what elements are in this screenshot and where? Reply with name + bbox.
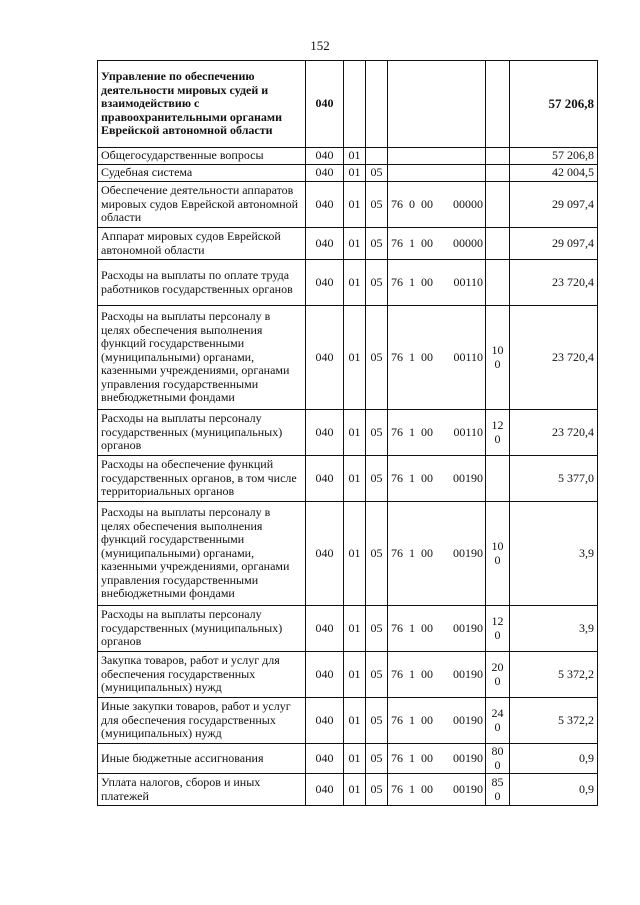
row-name-cell: Иные бюджетные ассигнования: [98, 744, 306, 774]
table-row: [98, 774, 598, 806]
target-article-part: 76: [391, 545, 403, 560]
admin-code-cell: 040: [306, 652, 344, 698]
admin-code-cell: 040: [306, 606, 344, 652]
row-name-cell: Уплата налогов, сборов и иных платежей: [98, 774, 306, 806]
amount-cell: 3,9: [510, 502, 598, 606]
amount-cell: 3,9: [510, 606, 598, 652]
expense-type-cell: 100: [486, 502, 510, 606]
target-article-part: 00: [421, 235, 433, 250]
expense-type-cell: [486, 182, 510, 228]
target-article-part: 00110: [453, 424, 483, 439]
target-article-part: 76: [391, 424, 403, 439]
row-name-cell: Общегосударственные вопросы: [98, 148, 306, 165]
subsection-cell: 05: [366, 744, 388, 774]
subsection-cell: 05: [366, 502, 388, 606]
admin-code-cell: 040: [306, 774, 344, 806]
target-article-part: 76: [391, 470, 403, 485]
target-article-part: 76: [391, 750, 403, 765]
section-cell: 01: [344, 774, 366, 806]
target-article-part: 1: [409, 424, 415, 439]
table-row: [98, 698, 598, 744]
row-name-cell: Закупка товаров, работ и услуг для обеспечения государственных (муниципальных) нужд: [98, 652, 306, 698]
budget-table: [97, 60, 598, 806]
amount-cell: 29 097,4: [510, 228, 598, 260]
target-article-part: 00190: [453, 712, 483, 727]
admin-code-cell: 040: [306, 61, 344, 148]
table-row: [98, 652, 598, 698]
row-name-cell: Расходы на выплаты персоналу государственных (муниципальных) органов: [98, 410, 306, 456]
expense-type-cell: 200: [486, 652, 510, 698]
subsection-cell: 05: [366, 260, 388, 306]
section-cell: 01: [344, 165, 366, 182]
table-row: [98, 260, 598, 306]
expense-type-cell: [486, 148, 510, 165]
amount-cell: 29 097,4: [510, 182, 598, 228]
target-article-part: 76: [391, 666, 403, 681]
row-name-cell: Расходы на выплаты персоналу в целях обеспечения выполнения функций государственными (муниципальными) органами, казенными учреждениями, органами управления государственными внебюджетными фондами: [98, 306, 306, 410]
table-row: [98, 228, 598, 260]
amount-cell: 42 004,5: [510, 165, 598, 182]
admin-code-cell: 040: [306, 410, 344, 456]
section-cell: [344, 61, 366, 148]
target-article-cell: [388, 652, 486, 698]
section-cell: 01: [344, 306, 366, 410]
target-article-cell: [388, 148, 486, 165]
target-article-part: 76: [391, 274, 403, 289]
row-name-cell: Иные закупки товаров, работ и услуг для обеспечения государственных (муниципальных) нужд: [98, 698, 306, 744]
target-article-part: 1: [409, 349, 415, 364]
target-article-part: 00: [421, 470, 433, 485]
row-name-cell: Судебная система: [98, 165, 306, 182]
table-row: [98, 148, 598, 165]
section-cell: 01: [344, 182, 366, 228]
table-row: [98, 606, 598, 652]
expense-type-cell: [486, 260, 510, 306]
target-article-part: 76: [391, 349, 403, 364]
subsection-cell: 05: [366, 698, 388, 744]
section-cell: 01: [344, 410, 366, 456]
amount-cell: 5 372,2: [510, 698, 598, 744]
target-article-cell: [388, 260, 486, 306]
target-article-cell: [388, 502, 486, 606]
target-article-part: 00: [421, 712, 433, 727]
target-article-part: 00110: [453, 274, 483, 289]
target-article-part: 1: [409, 235, 415, 250]
target-article-part: 0: [409, 196, 415, 211]
target-article-part: 00: [421, 666, 433, 681]
target-article-cell: [388, 165, 486, 182]
section-cell: 01: [344, 698, 366, 744]
amount-cell: 23 720,4: [510, 260, 598, 306]
section-cell: 01: [344, 502, 366, 606]
target-article-part: 1: [409, 666, 415, 681]
subsection-cell: 05: [366, 410, 388, 456]
target-article-part: 00: [421, 545, 433, 560]
subsection-cell: [366, 61, 388, 148]
subsection-cell: 05: [366, 606, 388, 652]
table-row: [98, 410, 598, 456]
page-number: 152: [310, 38, 330, 53]
section-cell: 01: [344, 456, 366, 502]
amount-cell: 23 720,4: [510, 306, 598, 410]
target-article-part: 00: [421, 196, 433, 211]
amount-cell: 23 720,4: [510, 410, 598, 456]
target-article-cell: [388, 410, 486, 456]
target-article-part: 1: [409, 545, 415, 560]
amount-cell: 57 206,8: [510, 61, 598, 148]
expense-type-cell: [486, 228, 510, 260]
expense-type-cell: 100: [486, 306, 510, 410]
target-article-part: 1: [409, 620, 415, 635]
target-article-cell: [388, 228, 486, 260]
target-article-cell: [388, 61, 486, 148]
target-article-part: 00190: [453, 470, 483, 485]
expense-type-cell: 120: [486, 606, 510, 652]
subsection-cell: 05: [366, 228, 388, 260]
target-article-part: 00190: [453, 666, 483, 681]
amount-cell: 5 377,0: [510, 456, 598, 502]
subsection-cell: 05: [366, 774, 388, 806]
target-article-part: 00000: [453, 235, 483, 250]
section-cell: 01: [344, 744, 366, 774]
target-article-part: 00190: [453, 545, 483, 560]
table-row: [98, 182, 598, 228]
section-cell: 01: [344, 260, 366, 306]
target-article-part: 00110: [453, 349, 483, 364]
amount-cell: 0,9: [510, 744, 598, 774]
target-article-cell: [388, 606, 486, 652]
row-name-cell: Расходы на выплаты по оплате труда работников государственных органов: [98, 260, 306, 306]
admin-code-cell: 040: [306, 260, 344, 306]
row-name-cell: Расходы на обеспечение функций государственных органов, в том числе территориальных органов: [98, 456, 306, 502]
subsection-cell: [366, 148, 388, 165]
subsection-cell: 05: [366, 456, 388, 502]
admin-code-cell: 040: [306, 148, 344, 165]
expense-type-cell: 120: [486, 410, 510, 456]
table-row: [98, 61, 598, 148]
target-article-cell: [388, 744, 486, 774]
expense-type-cell: 850: [486, 774, 510, 806]
admin-code-cell: 040: [306, 182, 344, 228]
target-article-part: 76: [391, 781, 403, 796]
target-article-part: 00190: [453, 620, 483, 635]
target-article-part: 00: [421, 620, 433, 635]
subsection-cell: 05: [366, 165, 388, 182]
target-article-part: 00190: [453, 750, 483, 765]
expense-type-cell: [486, 456, 510, 502]
target-article-part: 00190: [453, 781, 483, 796]
target-article-part: 76: [391, 712, 403, 727]
target-article-part: 00: [421, 781, 433, 796]
subsection-cell: 05: [366, 182, 388, 228]
amount-cell: 0,9: [510, 774, 598, 806]
expense-type-cell: 240: [486, 698, 510, 744]
target-article-part: 1: [409, 750, 415, 765]
target-article-part: 00000: [453, 196, 483, 211]
target-article-part: 00: [421, 750, 433, 765]
target-article-cell: [388, 698, 486, 744]
expense-type-cell: 800: [486, 744, 510, 774]
target-article-part: 1: [409, 274, 415, 289]
row-name-cell: Управление по обеспечению деятельности мировых судей и взаимодействию с правоохранительными органами Еврейской автономной области: [98, 61, 306, 148]
admin-code-cell: 040: [306, 744, 344, 774]
target-article-part: 1: [409, 781, 415, 796]
section-cell: 01: [344, 148, 366, 165]
table-row: [98, 456, 598, 502]
target-article-part: 1: [409, 470, 415, 485]
admin-code-cell: 040: [306, 502, 344, 606]
target-article-cell: [388, 456, 486, 502]
admin-code-cell: 040: [306, 165, 344, 182]
admin-code-cell: 040: [306, 456, 344, 502]
amount-cell: 57 206,8: [510, 148, 598, 165]
target-article-part: 76: [391, 620, 403, 635]
table-row: [98, 306, 598, 410]
table-row: [98, 165, 598, 182]
admin-code-cell: 040: [306, 306, 344, 410]
table-row: [98, 502, 598, 606]
section-cell: 01: [344, 606, 366, 652]
target-article-part: 76: [391, 196, 403, 211]
row-name-cell: Расходы на выплаты персоналу в целях обеспечения выполнения функций государственными (муниципальными) органами, казенными учреждениями, органами управления государственными внебюджетными фондами: [98, 502, 306, 606]
admin-code-cell: 040: [306, 228, 344, 260]
target-article-cell: [388, 306, 486, 410]
subsection-cell: 05: [366, 652, 388, 698]
target-article-part: 00: [421, 424, 433, 439]
subsection-cell: 05: [366, 306, 388, 410]
table-row: [98, 744, 598, 774]
target-article-part: 76: [391, 235, 403, 250]
row-name-cell: Аппарат мировых судов Еврейской автономной области: [98, 228, 306, 260]
expense-type-cell: [486, 165, 510, 182]
target-article-part: 00: [421, 349, 433, 364]
admin-code-cell: 040: [306, 698, 344, 744]
amount-cell: 5 372,2: [510, 652, 598, 698]
target-article-part: 1: [409, 712, 415, 727]
section-cell: 01: [344, 652, 366, 698]
target-article-cell: [388, 182, 486, 228]
section-cell: 01: [344, 228, 366, 260]
expense-type-cell: [486, 61, 510, 148]
target-article-cell: [388, 774, 486, 806]
target-article-part: 00: [421, 274, 433, 289]
row-name-cell: Расходы на выплаты персоналу государственных (муниципальных) органов: [98, 606, 306, 652]
row-name-cell: Обеспечение деятельности аппаратов мировых судов Еврейской автономной области: [98, 182, 306, 228]
